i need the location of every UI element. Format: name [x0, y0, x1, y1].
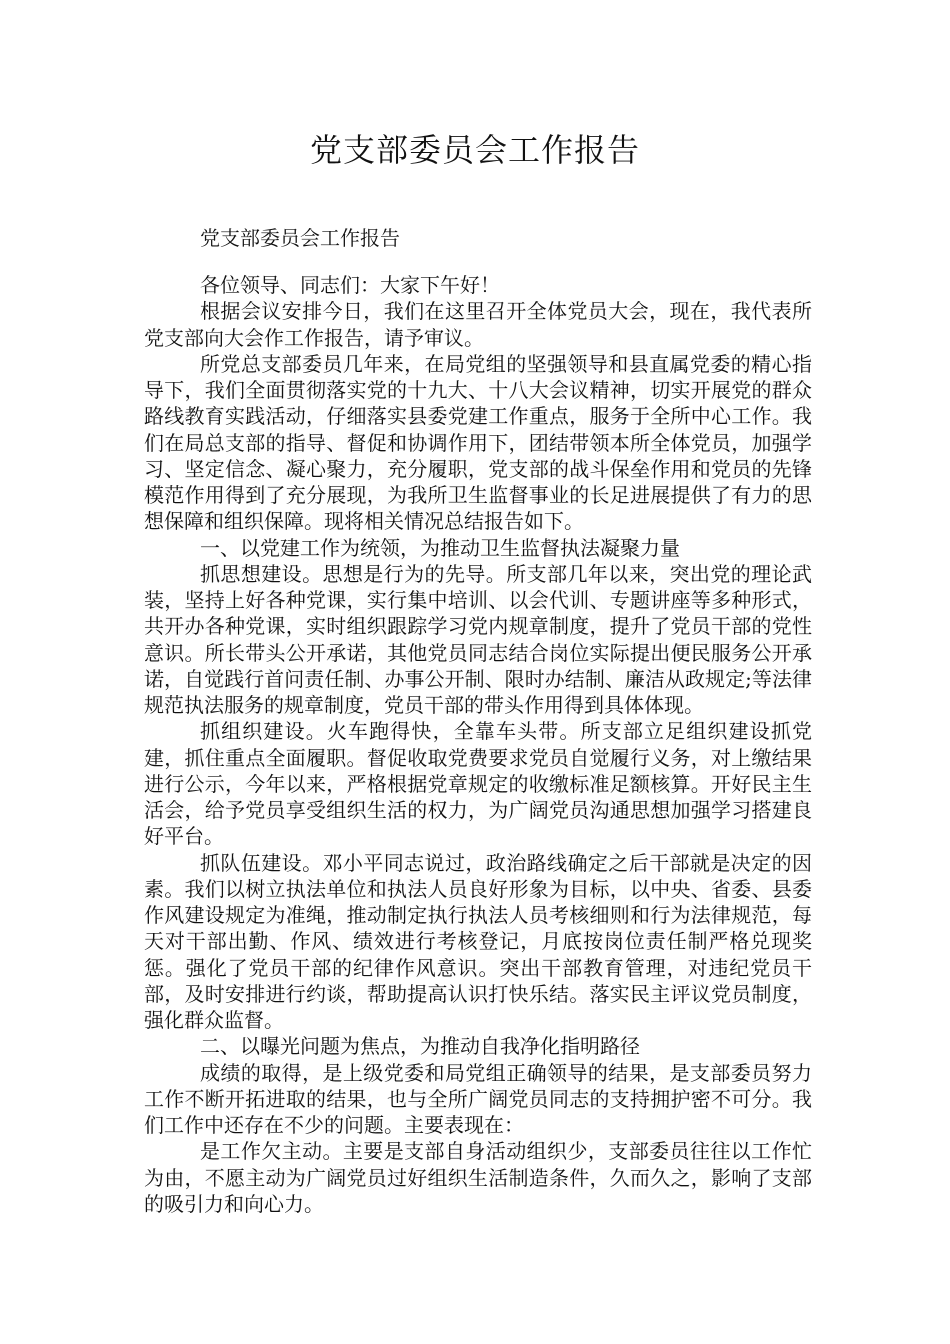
document-title: 党支部委员会工作报告	[309, 131, 640, 169]
section-heading: 二、以曝光问题为焦点，为推动自我净化指明路径	[200, 1034, 640, 1059]
greeting-paragraph: 各位领导、同志们：大家下午好！	[200, 273, 500, 297]
body-paragraph: 成绩的取得，是上级党委和局党组正确领导的结果，是支部委员努力工作不断开拓进取的结果，也与全所广阔党员同志的支持拥护密不可分。我们工作中还存在不少的问题。主要表现在：	[144, 1060, 812, 1137]
body-paragraph: 是工作欠主动。主要是支部自身活动组织少，支部委员往往以工作忙为由，不愿主动为广阔党员过好组织生活制造条件，久而久之，影响了支部的吸引力和向心力。	[144, 1139, 812, 1216]
body-paragraph: 抓组织建设。火车跑得快，全靠车头带。所支部立足组织建设抓党建，抓住重点全面履职。督促收取党费要求党员自觉履行义务，对上缴结果进行公示，今年以来，严格根据党章规定的收缴标准足额核算。开好民主生活会，给予党员享受组织生活的权力，为广阔党员沟通思想加强学习搭建良好平台。	[144, 719, 812, 849]
document-subtitle: 党支部委员会工作报告	[200, 226, 400, 250]
body-paragraph: 根据会议安排今日，我们在这里召开全体党员大会，现在，我代表所党支部向大会作工作报告，请予审议。	[144, 299, 812, 350]
body-paragraph: 抓队伍建设。邓小平同志说过，政治路线确定之后干部就是决定的因素。我们以树立执法单位和执法人员良好形象为目标，以中央、省委、县委作风建设规定为准绳，推动制定执行执法人员考核细则和行为法律规范，每天对干部出勤、作风、绩效进行考核登记，月底按岗位责任制严格兑现奖惩。强化了党员干部的纪律作风意识。突出干部教育管理，对违纪党员干部，及时安排进行约谈，帮助提高认识打快乐结。落实民主评议党员制度，强化群众监督。	[144, 850, 812, 1032]
document-body	[144, 272, 812, 1217]
body-paragraph: 所党总支部委员几年来，在局党组的坚强领导和县直属党委的精心指导下，我们全面贯彻落实党的十九大、十八大会议精神，切实开展党的群众路线教育实践活动，仔细落实县委党建工作重点，服务于全所中心工作。我们在局总支部的指导、督促和协调作用下，团结带领本所全体党员，加强学习、坚定信念、凝心聚力，充分履职，党支部的战斗保垒作用和党员的先锋模范作用得到了充分展现，为我所卫生监督事业的长足进展提供了有力的思想保障和组织保障。现将相关情况总结报告如下。	[144, 351, 812, 534]
section-heading: 一、以党建工作为统领，为推动卫生监督执法凝聚力量	[200, 535, 680, 560]
body-paragraph: 抓思想建设。思想是行为的先导。所支部几年以来，突出党的理论武装，坚持上好各种党课，实行集中培训、以会代训、专题讲座等多种形式，共开办各种党课，实时组织跟踪学习党内规章制度，提升了党员干部的党性意识。所长带头公开承诺，其他党员同志结合岗位实际提出便民服务公开承诺，自觉践行首问责任制、办事公开制、限时办结制、廉洁从政规定;等法律规范执法服务的规章制度，党员干部的带头作用得到具体体现。	[144, 561, 812, 717]
